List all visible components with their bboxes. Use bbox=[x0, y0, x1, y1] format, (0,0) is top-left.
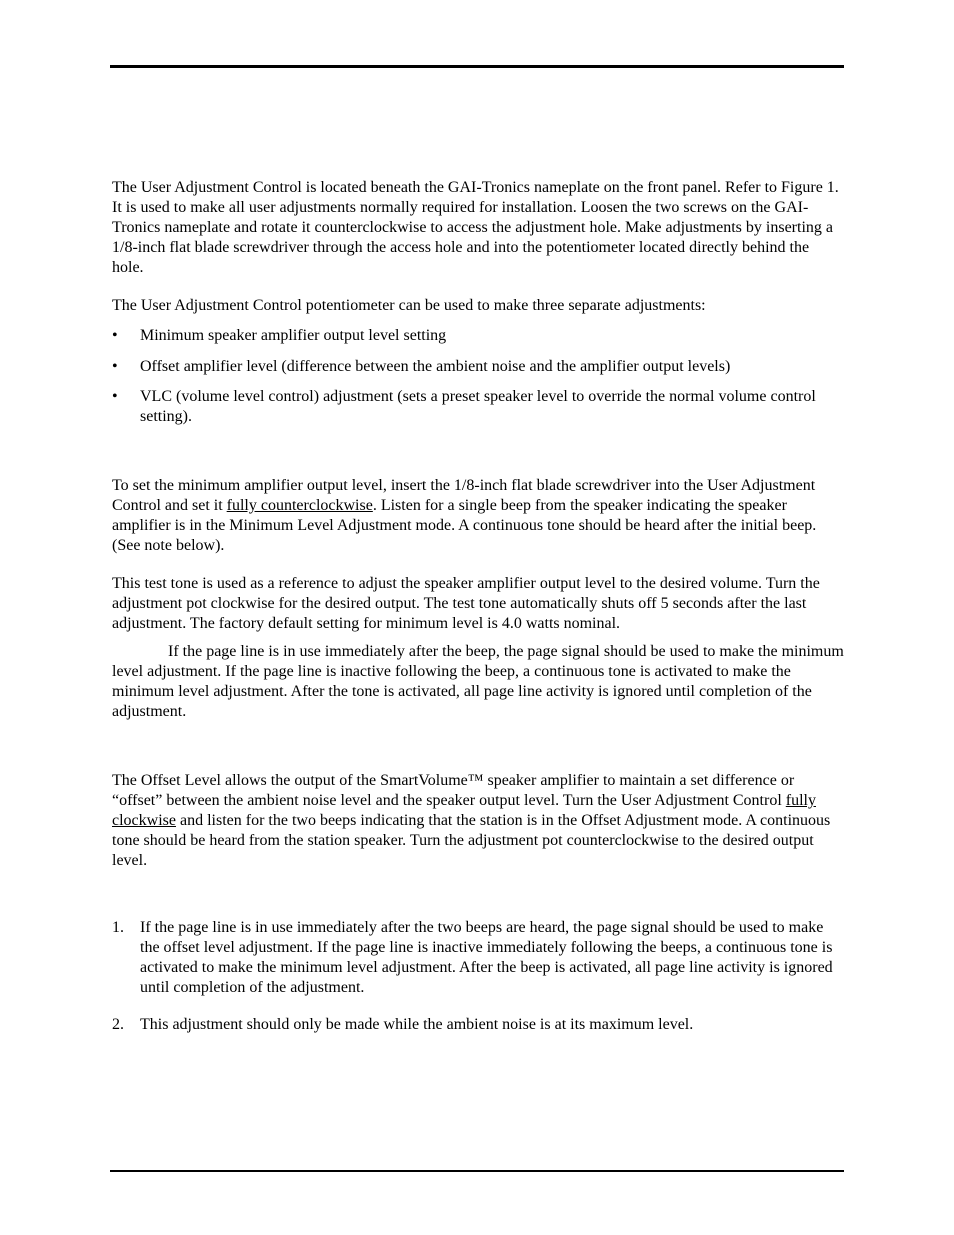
list-item bbox=[112, 387, 844, 427]
bullet: • bbox=[112, 358, 118, 375]
numbered-note bbox=[112, 1015, 844, 1035]
note-number: 1. bbox=[112, 919, 124, 936]
list-item-text: Minimum speaker amplifier output level setting bbox=[140, 327, 447, 344]
list-item bbox=[112, 357, 844, 377]
fully-clockwise-emphasis: fully clockwise bbox=[112, 792, 816, 829]
minimum-level-note: If the page line is in use immediately after the beep, the page signal should be used to make the minimum level adjustment. If the page line is inactive following the beep, a continuous tone is activated to make the minimum level adjustment. After the tone is activated, all page line activity is ignored until completion of the adjustment. bbox=[112, 643, 844, 720]
note-text: This adjustment should only be made while the ambient noise is at its maximum level. bbox=[140, 1016, 694, 1033]
note-text: If the page line is in use immediately after the two beeps are heard, the page signal should be used to make the offset level adjustment. If the page line is inactive immediately following the beeps, a continuous tone is activated to make the minimum level adjustment. After the beep is activated, all page line activity is ignored until completion of the adjustment. bbox=[140, 919, 833, 996]
list-item bbox=[112, 326, 844, 346]
minimum-level-paragraph: To set the minimum amplifier output level, insert the 1/8-inch flat blade screwdriver into the User Adjustment Control and set it fully counterclockwise. Listen for a single beep from the speaker indicating the speaker amplifier is in the Minimum Level Adjustment mode. A continuous tone should be heard after the initial beep. (See note below). bbox=[112, 477, 817, 554]
footer-rule bbox=[110, 1170, 844, 1172]
note-number: 2. bbox=[112, 1016, 124, 1033]
list-item-text: Offset amplifier level (difference between the ambient noise and the amplifier output levels) bbox=[140, 358, 731, 375]
header-rule bbox=[110, 65, 844, 68]
adjustments-intro-paragraph: The User Adjustment Control potentiometer can be used to make three separate adjustments: bbox=[112, 297, 706, 314]
list-item-text: VLC (volume level control) adjustment (sets a preset speaker level to override the normal volume control setting). bbox=[140, 388, 816, 425]
fully-counterclockwise-emphasis: fully counterclockwise bbox=[226, 497, 373, 514]
test-tone-paragraph: This test tone is used as a reference to adjust the speaker amplifier output level to the desired volume. Turn the adjustment pot clockwise for the desired output. The test tone automatically shuts off 5 seconds after the last adjustment. The factory default setting for minimum level is 4.0 watts nominal. bbox=[112, 575, 820, 632]
offset-level-paragraph: The Offset Level allows the output of the SmartVolume™ speaker amplifier to maintain a set difference or “offset” between the ambient noise level and the speaker output level. Turn the User Adjustment Control fully clockwise and listen for the two beeps indicating that the station is in the Offset Adjustment mode. A continuous tone should be heard from the station speaker. Turn the adjustment pot counterclockwise to the desired output level. bbox=[112, 772, 831, 869]
numbered-note bbox=[112, 918, 844, 998]
bullet: • bbox=[112, 388, 118, 405]
bullet: • bbox=[112, 327, 118, 344]
intro-paragraph: The User Adjustment Control is located beneath the GAI-Tronics nameplate on the front panel. Refer to Figure 1. It is used to make all user adjustments normally required for installation. Loosen the two screws on the GAI-Tronics nameplate and rotate it counterclockwise to access the adjustment hole. Make adjustments by inserting a 1/8-inch flat blade screwdriver through the access hole and into the potentiometer located directly behind the hole. bbox=[112, 179, 839, 276]
